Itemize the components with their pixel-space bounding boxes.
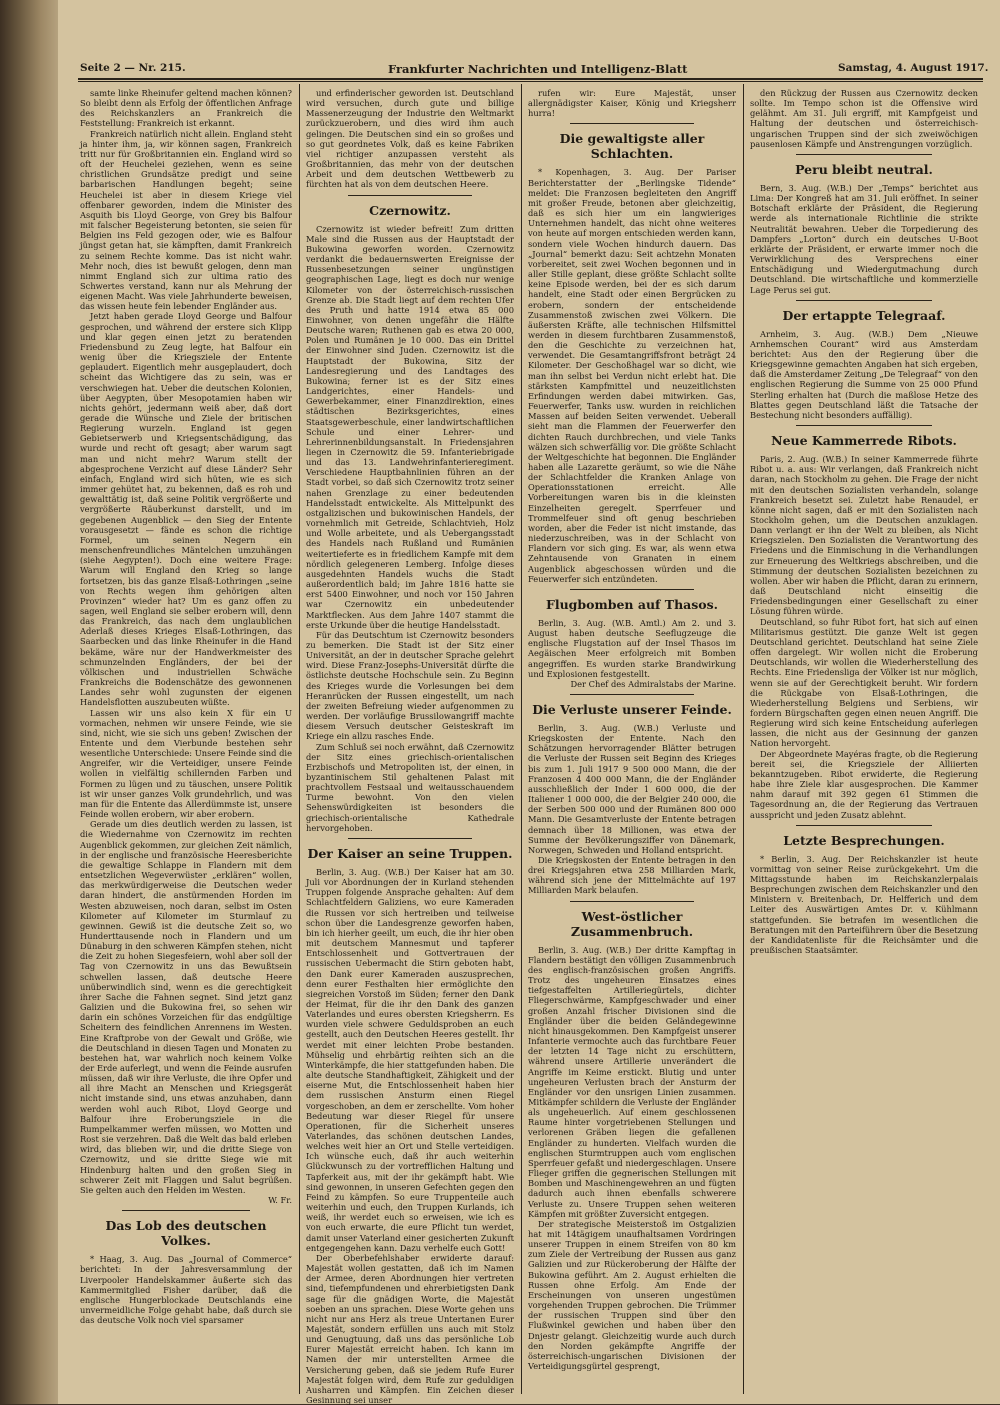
article-paragraph: samte linke Rheinufer geltend machen können? So bleibt denn als Erfolg der öffentlichen Anfrage des Reichskanzlers an Frankreich die Feststellung: Frankreich ist erkannt.: [80, 88, 292, 129]
headline-ribot: Neue Kammerrede Ribots.: [771, 433, 957, 449]
article-separator: [796, 154, 933, 155]
article-signature: Der Chef des Admiralstabs der Marine.: [570, 678, 736, 689]
headline-west-oestlich: West-östlicher Zusammenbruch.: [570, 908, 694, 939]
headline-lob: Das Lob des deutschen Volkes.: [105, 1218, 267, 1249]
article-paragraph: Arnheim, 3. Aug. (W.B.) Dem „Nieuwe Arnhemschen Courant“ wird aus Amsterdam berichtet: Aus den der Regierung über die Kriegsgewinne gemachten Angaben hat sich ergeben, daß die Amsterdamer Zeitung „De Telegraaf“ von den englischen Regierung die Summe von 25 000 Pfund Sterling erhalten hat (Durch die maßlose Hetze des Blattes gegen Deutschland läßt die Tatsache der Bestechung nicht besonders auffällig).: [750, 328, 978, 420]
article-paragraph: Gerade um dies deutlich werden zu lassen, ist die Wiedernahme von Czernowitz im rechten Augenblick gekommen, zur gleichen Zeit nämlich, in der englische und französische Heeresberichte die gewaltige Schlappe in Flandern mit dem entsetzlichen Wegeverwüster „erklären“ wollen, das merkwürdigerweise die Deutschen weder daran hindert, die anstürmenden Horden im Westen abzuweisen, noch daran, selbst im Osten Kilometer auf Kilometer im Sturmlauf zu gewinnen. Gewiß ist die deutsche Zeit so, wo Hunderttausende noch in Flandern und um Dünaburg in den schweren Kämpfen stehen, nicht die Zeit zu hohen Siegesfeiern, wohl aber soll der Tag von Czernowitz in uns das Bewußtsein schwellen lassen, daß deutsche Heere unüberwindlich sind, wenn es die gerechtigkeit ihrer Sache die Fahnen segnet. Sind jetzt ganz Galizien und die Bukowina frei, so sehen wir darin ein schönes Vorzeichen für das endgültige Scheitern des feindlichen Anrennens im Westen. Eine Kraftprobe von der Gewalt und Größe, wie die Deutschland in diesen Tagen und Monaten zu bestehen hat, war wahrlich noch keinem Volke der Erde auferlegt, und wenn die Feinde ausrufen müssen, daß wir ihre Verluste, die ihre Opfer und all ihre Macht an Menschen und Kriegsgerät nicht imstande sind, uns etwas anzuhaben, dann werden wohl auch Ribot, Lloyd George und Balfour ihre Eroberungsziele in die Rumpelkammer werfen müssen, wo Motten und Rost sie verzehren. Daß die Welt das bald erleben wird, das blieben wir, und die dritte Siege von Czernowitz, und sie dritte Siege wie mit Hindenburg halten und den großen Sieg in schwerer Zeit mit Flaggen und Salut begrüßen. Sie gelten auch den Helden im Westen.: [80, 819, 292, 1195]
article-paragraph: Jetzt haben gerade Lloyd George und Balfour gesprochen, und während der erstere sich Klipp und klar gegen einen jetzt zu beratenden Friedensbund zu Zeug legte, hat Balfour ein wenig über die Kriegsziele der Entente geplaudert. Eigentlich mehr ausgeplaudert, doch scheint das Wichtigere das zu sein, was er verschwiegen hat. Ueber die deutschen Kolonien, über Aegypten, über Mesopotamien haben wir nichts gehört, jedermann weiß aber, daß dort gerade die Wünsche und Ziele der britischen Regierung wurzeln. England ist gegen Gebietserwerb und Kriegsentschädigung, das wurde und recht oft gesagt; aber warum sagt man und nicht mehr? Warum stellt der abgesprochene Verzicht auf diese Länder? Sehr einfach, England wird sich hüten, wie es sich immer gehütet hat, zu bekennen, daß es roh und gewalttätig ist, daß seine Politik vergrößerte und vergrößerte Räuberkunst darstellt, und im gegebenen Augenblick — den Sieg der Entente vorausgesetzt — fände es schon die richtige Formel, um seinen Negern ein menschenfreundliches Mäntelchen umzuhängen (siehe Aegypten!). Doch eine weitere Frage: Warum will England den Krieg so lange fortsetzen, bis das ganze Elsaß-Lothringen „seine von Rechts wegen ihm gehörigen alten Provinzen“ wieder hat? Um es ganz offen zu sagen, weil England sie selber erobern will, denn das Frankreich, das nach dem unglaublichen Aderlaß dieses Krieges Elsaß-Lothringen, das Saarbecken und das linke Rheinufer in die Hand bekäme, wäre nur der Handwerkmeister des schmunzelnden Engländers, der bei der völkischen und industriellen Schwäche Frankreichs die Bodenschätze des gewonnenen Landes sehr wohl zugunsten der eigenen Handelsflotten auszubeuten wüßte.: [80, 311, 292, 708]
article-paragraph: Berlin, 3. Aug. (W.B.) Der Kaiser hat am 30. Juli vor Abordnungen der in Kurland stehenden Truppen folgende Ansprache gehalten: Auf dem Schlachtfeldern Galiziens, wo eure Kameraden die Russen vor sich hertreiben und teilweise schon über die Landesgrenze geworfen haben, bin ich hierher geeilt, um euch, die ihr hier oben mit deutschem Mannesmut und tapferer Entschlossenheit und Gottvertrauen der russischen Uebermacht die Stirn geboten habt, den Dank eurer Kameraden auszusprechen, denn eurer Festhalten hier ermöglichte den siegreichen Vorstoß im Süden; ferner den Dank der Heimat, für die ihr den Dank des ganzen Vaterlandes und eures obersten Kriegsherrn. Es wurden viele schwere Geduldsproben an euch gestellt, auch den Deutschen Heeres gestellt. Ihr werdet mit einer leichten Probe bestanden. Mühselig und ehrbärtig reihten sich an die Winterkämpfe, die hier stattgefunden haben. Die alte deutsche Standhaftigkeit, Zähigkeit und der eiserne Mut, die Entschlossenheit haben hier dem russischen Ansturm einen Riegel vorgeschoben, an dem er zerschellte. Vom hoher Bedeutung war dieser Riegel für unsere Operationen, für die Sicherheit unseres Vaterlandes, das schönen deutschen Landes, welches weit hier an Ort und Stelle verteidigen. Ich wünsche euch, daß ihr auch weiterhin Glückwunsch zu der vortrefflichen Haltung und Tapferkeit aus, mit der ihr gekämpft habt. Wie sind gewonnen, in unseren Gefechten gegen den Feind zu kämpfen. So eure Truppenteile auch weiterhin und euch, den Truppen Kurlands, ich weiß, ihr werdet euch so erweisen, wie ich es von euch erwarte, die eure Pflicht tun werdet, damit unser Vaterland einer gesicherten Zukunft entgegengehen kann. Dazu verhelfe euch Gott!: [306, 866, 514, 1253]
article-separator: [570, 589, 695, 590]
article-paragraph: Paris, 2. Aug. (W.B.) In seiner Kammerrede führte Ribot u. a. aus: Wir verlangen, daß Frankreich nicht daran, nach Stockholm zu gehen. Die Frage der nicht mit den deutschen Sozialisten verhandeln, solange Frankreich besetzt sei. Zuletzt habe Renaudel, er könne nicht sagen, daß er mit den Sozialisten nach Stockholm gehen, um die Deutschen anzuklagen. Dann verlangt er ihn der Welt zu bleiben, als Nicht Kriegszielen. Den Sozialisten die Verantwortung des Friedens und die Einmischung in die Verhandlungen zur Erneuerung des Weltkriegs abschreiben, und die Stimmung der deutschen Sozialisten bezeichnen zu wollen. Aber wir haben die Pflicht, daran zu erinnern, daß Deutschland nicht einseitig die Friedensbedingungen einer Gesellschaft zu einer Lösung führen würde.: [750, 454, 978, 617]
article-paragraph: Czernowitz ist wieder befreit! Zum dritten Male sind die Russen aus der Hauptstadt der Bukowina geworfen worden. Czernowitz verdankt die bedauernswerten Ereignisse der Russenbesetzungen seiner ungünstigen geographischen Lage, liegt es doch nur wenige Kilometer von der österreichisch-russischen Grenze ab. Die Stadt liegt auf dem rechten Ufer des Pruth und hatte 1914 etwa 85 000 Einwohner, von denen ungefähr die Hälfte Deutsche waren; Ruthenen gab es etwa 20 000, Polen und Rumänen je 10 000. Das ein Drittel der Einwohner sind Juden. Czernowitz ist die Hauptstadt der Bukowina, Sitz der Landesregierung und des Landtages des Bukowina; ferner ist es der Sitz eines Landgerichtes, einer Handels- und Gewerbekammer, einer Finanzdirektion, eines städtischen Bezirksgerichtes, eines Staatsgewerbeschule, einer landwirtschaftlichen Schule und einer Lehrer- und Lehrerinnenbildungsanstalt. In Friedensjahren liegen in Czernowitz die 59. Infanteriebrigade und das 13. Landwehrinfanterieregiment. Verschiedene Hauptbahnlinien führen an der Stadt vorbei, so daß sich Czernowitz trotz seiner nahen Grenzlage zu einer bedeutenden Handelsstadt entwickelte. Als Mittelpunkt des ostgalizischen und bukowinischen Handels, der vornehmlich mit Getreide, Schlachtvieh, Holz und Wolle arbeitete, und als Uebergangsstadt des Handels nach Rußland und Rumänien weitertieferte es in friedlichem Kampfe mit dem nördlich gelegeneren Lemberg. Infolge dieses ausgedehnten Handels wuchs die Stadt außerordentlich bald; im Jahre 1816 hatte sie erst 5400 Einwohner, und noch vor 150 Jahren war Czernowitz ein unbedeutender Marktflecken. Aus dem Jahre 1407 stammt die erste Urkunde über die heutige Handelsstadt.: [306, 223, 514, 630]
headline-kaiser: Der Kaiser an seine Truppen.: [307, 845, 513, 861]
column-divider: [743, 84, 744, 1394]
article-paragraph: Lassen wir uns also kein X für ein U vormachen, nehmen wir unsere Feinde, wie sie sind, nicht, wie sie sich uns geben! Zwischen der Entente und dem Vierbunde bestehen sehr wesentliche Unterschiede: Unsere Feinde sind die Angreifer, wir die Verteidiger, unsere Feinde wollen in vielfältig schillernden Farben und Formen zu lügen und zu täuschen, unsere Politik ist wir unser ganzes Volk grundehrlich, und was man für die Entente das Allerdümmste ist, unsere Feinde wollen erobern, wir aber erobern.: [80, 707, 292, 820]
article-paragraph: Die Kriegskosten der Entente betragen in den drei Kriegsjahren etwa 258 Milliarden Mark, während sich jene der Mittelmächte auf 197 Milliarden Mark belaufen.: [528, 855, 736, 896]
article-paragraph: Der Oberbefehlshaber erwiderte darauf: Majestät wollen gestatten, daß ich im Namen der Armee, deren Abordnungen hier vertreten sind, tiefempfundenen und ehrerbietigsten Dank sage für die gnädigen Worte, die Majestät soeben an uns sprachen. Diese Worte gehen uns nicht nur ans Herz als treue Untertanen Eurer Majestät, sondern erfüllen uns auch mit Stolz und Genugtuung, daß uns das persönliche Lob Eurer Majestät erreicht haben. Ich kann im Namen der mir unterstellten Armee die Versicherung geben, daß sie jedem Rufe Eurer Majestät folgen wird, dem Rufe zur geduldigen Ausharren und Kämpfen. Ein Zeichen dieser Gesinnung sei unser: [306, 1252, 514, 1405]
article-separator: [570, 901, 695, 902]
article-paragraph: Bern, 3. Aug. (W.B.) Der „Temps“ berichtet aus Lima: Der Kongreß hat am 31. Juli eröffnet. In seiner Botschaft erklärte der Präsident, die Regierung werde als internationale Richtlinie die strikte Neutralität bewahren. Ueber die Torpedierung des Dampfers „Lorton“ durch ein deutsches U-Boot erklärte der Präsident, er erwarte immer noch die Verwirklichung des Versprechens einer Entschädigung und Wiedergutmachung durch Deutschland. Die wirtschaftliche und kommerzielle Lage Perus sei gut.: [750, 182, 978, 295]
article-paragraph: Zum Schluß sei noch erwähnt, daß Czernowitz der Sitz eines griechisch-orientalischen Erzbischofs und Metropoliten ist, der einen, in byzantinischem Stil gehaltenen Palast mit prachtvollem Festsaal und weitausschauendem Turme bewohnt. Von den vielen Sehenswürdigkeiten ist besonders die griechisch-orientalische Kathedrale hervorgehoben.: [306, 741, 514, 833]
column-3: [528, 88, 736, 1396]
header-rule: [78, 78, 983, 80]
article-separator: [796, 425, 933, 426]
article-paragraph: Der Abgeordnete Mayéras fragte, ob die Regierung bereit sei, die Kriegsziele der Alliierten bekanntzugeben. Ribot erwiderte, die Regierung habe ihre Ziele klar ausgesprochen. Die Kammer nahm darauf mit 392 gegen 61 Stimmen die Tagesordnung an, die der Regierung das Vertrauen ausspricht und jeden Zusatz ablehnt.: [750, 748, 978, 820]
article-separator: [348, 838, 473, 839]
column-4: [750, 88, 978, 1396]
article-paragraph: * Haag, 3. Aug. Das „Journal of Commerce“ berichtet: In der Jahresversammlung der Liverpooler Handelskammer äußerte sich das Kammermitglied Fisher darüber, daß die englische Hungerblockade Deutschlands eine unvermeidliche Folge gehabt habe, daß durch sie das deutsche Volk noch viel sparsamer: [80, 1254, 292, 1326]
page-number: Seite 2 — Nr. 215.: [80, 62, 186, 74]
article-paragraph: * Kopenhagen, 3. Aug. Der Pariser Berichterstatter der „Berlingske Tidende“ meldet: Die Franzosen begleiteten den Angriff mit großer Freude, betonen aber gleichzeitig, daß es sich hier um ein langwieriges Unternehmen handelt, das nicht ohne weiteres von heute auf morgen entschieden werden kann, sondern viele Wochen hindurch dauern. Das „Journal“ bemerkt dazu: Seit achtzehn Monaten vorbereitet, seit zwei Wochen begonnen und in aller Stille geplant, diese größte Schlacht sollte keine Episode werden, bei der es sich darum handelt, eine Stadt oder einen Bergrücken zu erobern, sondern der entscheidende Zusammenstoß zwischen zwei Völkern. Die äußersten Kräfte, alle technischen Hilfsmittel werden in diesem furchtbaren Zusammenstoß, den die Geschichte zu verzeichnen hat, verwendet. Die Gesamtangriffsfront beträgt 24 Kilometer. Der Geschoßhagel war so dicht, wie man ihn selbst bei Verdun nicht erlebt hat. Die stärksten Kampfmittel und neuzeitlichsten Erfindungen werden dabei mitwirken. Gas, Feuerwerfer, Tanks usw. wurden in reichlichen Massen auf beiden Seiten verwendet. Ueberall sieht man die Flammen der Feuerwerfer den dichten Rauch durchbrechen, und viele Tanks wälzen sich schwerfällig vor. Die größte Schlacht der Weltgeschichte hat begonnen. Die Engländer haben alle Lazarette geräumt, so wie die Nähe der Schlachtfelder die Kranken Anlage von Operationsstationen erreicht. Alle Vorbereitungen waren bis in die kleinsten Einzelheiten geregelt. Sperrfeuer und Trommelfeuer sind oft genug beschrieben worden, aber die Feder ist nicht imstande, das niederzuschreiben, was in der Schlacht von Flandern vor sich ging. Es war, als wenn etwa Zehntausende von Granaten in einem Augenblick abgeschossen würden und die Feuerwerfer sich entzündeten.: [528, 167, 736, 584]
article-separator: [796, 825, 933, 826]
headline-peru: Peru bleibt neutral.: [795, 161, 933, 177]
article-paragraph: Für das Deutschtum ist Czernowitz besonders zu bemerken. Die Stadt ist der Sitz einer Universität, an der in deutscher Sprache gelehrt wird. Diese Franz-Josephs-Universität dürfte die östlichste deutsche Hochschule sein. Zu Beginn des Krieges wurde die Vorlesungen bei dem Heranrücken der Russen eingestellt, um nach der zweiten Befreiung wieder aufgenommen zu werden. Der vorläufige Brussilowangriff machte diesem Versuch deutscher Geisteskraft im Kriege ein allzu rasches Ende.: [306, 629, 514, 742]
headline-letzte: Letzte Besprechungen.: [783, 832, 945, 848]
article-paragraph: Berlin, 3. Aug. (W.B. Amtl.) Am 2. und 3. August haben deutsche Seeflugzeuge die englische Flugstation auf der Insel Thasos im Aegäischen Meer erfolgreich mit Bomben angegriffen. Es wurden starke Brandwirkung und Explosionen festgestellt.: [528, 617, 736, 679]
article-separator: [570, 123, 695, 124]
headline-czernowitz: Czernowitz.: [369, 202, 451, 218]
article-separator: [348, 195, 473, 196]
author-signature: W. Fr.: [268, 1195, 292, 1206]
article-paragraph: und erfinderischer geworden ist. Deutschland wird versuchen, durch gute und billige Massenerzeugung der Industrie den Weltmarkt zurückzuerobern, und dies wird ihm auch gelingen. Die Deutschen sind ein so großes und so gut geordnetes Volk, daß es keine Fabriken viel richtiger anzupassen versteht als Großbritannien, das mehr von der deutschen Arbeit und dem deutschen Wettbewerb zu fürchten hat als von dem deutschen Heere.: [306, 88, 514, 190]
article-paragraph: Der strategische Meisterstoß im Ostgalizien hat mit 14tägigem unaufhaltsamen Vordringen unserer Truppen in einem Streifen von 80 km zum Ziele der Vertreibung der Russen aus ganz Galizien und zur Rückeroberung der Hälfte der Bukowina geführt. Am 2. August erhielten die Russen ohne Erfolg. Am Ende der Erscheinungen von unseren ungestümen vorgehenden Truppen gebrochen. Die Trümmer der russischen Truppen sind über den Flußwinkel gewichen und haben über den Dnjestr gelangt. Gleichzeitig wurde auch durch den Norden gekämpfte Angriffe der österreichisch-ungarischen Divisionen der Verteidigungsgürtel gesprengt,: [528, 1218, 736, 1372]
headline-schlacht: Die gewaltigste aller Schlachten.: [559, 131, 705, 162]
article-paragraph: Berlin, 3. Aug. (W.B.) Verluste und Kriegskosten der Entente. Nach den Schätzungen hervorragender Blätter betrugen die Verluste der Russen seit Beginn des Krieges bis zum 1. Juli 1917 9 500 000 Mann, die der Franzosen 4 400 000 Mann, die der Engländer ausschließlich der Inder 1 600 000, die der Italiener 1 000 000, die der Belgier 240 000, die der Serben 500 000 und der Rumänen 800 000 Mann. Die Gesamtverluste der Entente betragen demnach über 18 Millionen, was etwa der Summe der Bevölkerungsziffer von Dänemark, Norwegen, Schweden und Holland entspricht.: [528, 722, 736, 855]
header-rule-thin: [78, 81, 983, 82]
column-1: [80, 88, 292, 1396]
article-paragraph: den Rückzug der Russen aus Czernowitz decken sollte. Im Tempo schon ist die Offensive wird gelähmt. Am 31. Juli ergriff, mit Kampfgeist und Haltung der deutschen und österreichisch-ungarischen Truppen sind der sich zweiwöchigen pausenlosen Kämpfe und Anstrengungen vorzüglich.: [750, 88, 978, 149]
article-paragraph: * Berlin, 3. Aug. Der Reichskanzler ist heute vormittag von seiner Reise zurückgekehrt. Um die Mittagsstunde haben im Reichskanzlerpalais Besprechungen zwischen dem Reichskanzler und den Ministern v. Breitenbach, Dr. Helfferich und dem Leiter des Auswärtigen Amtes Dr. v. Kühlmann stattgefunden. Sie betrafen im wesentlichen die Beratungen mit den Parteiführern über die Besetzung der Kandidatenliste für die Reichsämter und die preußischen Staatsämter.: [750, 853, 978, 956]
issue-date: Samstag, 4. August 1917.: [838, 62, 989, 74]
article-paragraph: Frankreich natürlich nicht allein. England steht ja hinter ihm, ja, wir können sagen, Frankreich tritt nur für Großbritannien ein. England wird so oft der Heuchelei geziehen, wenn es seine christlichen Grundsätze predigt und seine barbarischen Handlungen begeht; seine Heuchelei ist aber in diesem Kriege viel offenbarer geworden, indem die Minister des Asquith bis Lloyd George, von Grey bis Balfour mit falscher Begeisterung betonten, sie seien für Belgien ins Feld gezogen oder, wie es Balfour jüngst getan hat, sie kämpften, damit Frankreich zu seinem Rechte komme. Das ist nicht wahr. Mehr noch, dies ist bewußt gelogen, denn man nimmt England sich zur ultima ratio des Schwertes verstand, kann nur als Mehrung der eigenen Macht. Was viele Jahrhunderte beweisen, das wissen heute fein lebender Engländer aus.: [80, 128, 292, 312]
headline-verluste: Die Verluste unserer Feinde.: [532, 701, 732, 717]
article-separator: [122, 1210, 249, 1211]
article-paragraph: Deutschland, so fuhr Ribot fort, hat sich auf einen Militarismus gestützt. Die ganze Welt ist gegen Deutschland gerichtet. Deutschland hat seine Ziele offen dargelegt. Wir wollen nicht die Eroberung Deutschlands, wir wollen die Wiederherstellung des Rechts. Eine Friedensliga der Völker ist nur möglich, wenn sie auf der Gerechtigkeit beruht. Wir fordern die Rückgabe von Elsaß-Lothringen, die Wiederherstellung Belgiens und Serbiens, wir fordern Bürgschaften gegen einen neuen Angriff. Die Regierung wird sich keine Entscheidung auferlegen lassen, die nicht aus der Gesinnung der ganzen Nation hervorgeht.: [750, 616, 978, 749]
headline-thasos: Flugbomben auf Thasos.: [545, 596, 719, 612]
book-binding: [0, 0, 58, 1404]
column-2: [306, 88, 514, 1405]
headline-telegraaf: Der ertappte Telegraaf.: [782, 307, 946, 323]
article-paragraph: rufen wir: Eure Majestät, unser allergnädigster Kaiser, König und Kriegsherr hurra!: [528, 88, 736, 119]
newspaper-sheet: [58, 0, 1000, 1404]
article-separator: [796, 300, 933, 301]
column-divider: [521, 84, 522, 1394]
column-divider: [299, 84, 300, 1394]
article-paragraph: Berlin, 3. Aug. (W.B.) Der dritte Kampftag in Flandern bestätigt den völligen Zusammenbruch des englisch-französischen großen Angriffs. Trotz des ungeheuren Einsatzes eines tiefgestaffelten Artilleriegürtels, dichter Fliegerschwärme, Kampfgeschwader und einer großen Anzahl frischer Divisionen sind die Engländer über die beiden Geländegewinne nicht hinausgekommen. Den Kampfgeist unserer Infanterie vermochte auch das furchtbare Feuer der letzten 14 Tage nicht zu erschüttern, während unsere Artillerie unverändert die Angriffe im Keime erstickt. Blutig und unter ungeheuren Verlusten brach der Ansturm der Engländer vor den unsrigen Linien zusammen. Mitkämpfer schildern die Verluste der Engländer als ungeheuerlich. Auf einem geschlossenen Raume hinter vorgetriebenen Stellungen und verlorenen Gräben liegen die gefallenen Engländer zu hunderten. Vielfach wurden die englischen Sturmtruppen auch vom englischen Sperrfeuer gefaßt und niedergeschlagen. Unsere Flieger griffen die gegnerischen Stellungen mit Bomben und Maschinengewehren an und fügten dadurch auch ihnen ebenfalls schwerere Verluste zu. Unsere Truppen sehen weiteren Kämpfen mit größter Zuversicht entgegen.: [528, 944, 736, 1219]
article-separator: [570, 694, 695, 695]
newspaper-title: Frankfurter Nachrichten und Intelligenz-Blatt: [388, 62, 688, 76]
